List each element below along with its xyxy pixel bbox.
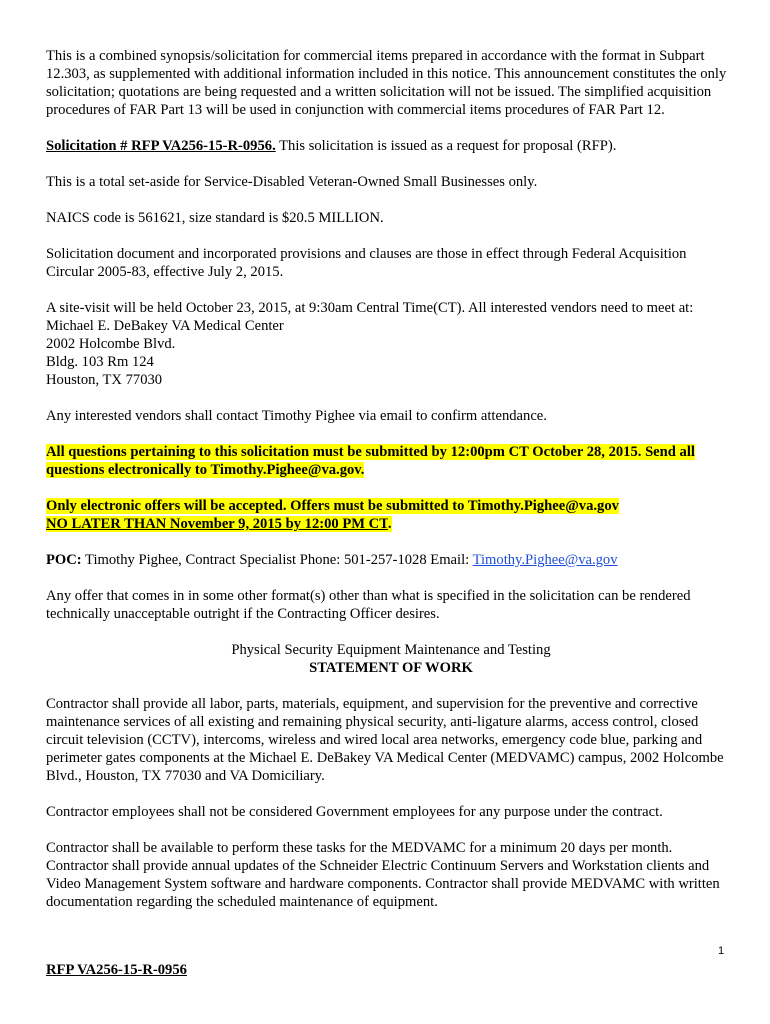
sow-subtitle: Physical Security Equipment Maintenance and Testing <box>231 642 551 658</box>
solicitation-number: Solicitation # RFP VA256-15-R-0956. <box>46 138 276 154</box>
site-visit-text: A site-visit will be held October 23, 2015, at 9:30am Central Time(CT). All interested vendors need to meet at: <box>46 300 694 316</box>
naics-paragraph: NAICS code is 561621, size standard is $20.5 MILLION. <box>46 210 384 226</box>
sow-paragraph: Contractor shall provide all labor, parts, materials, equipment, and supervision for the preventive and corrective maintenance services of all existing and remaining physical security, anti-ligature alarms, access control, closed circuit television (CCTV), intercoms, wireless and wired local area networks, emergency code blue, parking and perimeter gates components at the Michael E. DeBakey VA Medical Center (MEDVAMC) campus, 2002 Holcombe Blvd., Houston, TX 77030 and VA Domiciliary. <box>46 696 724 784</box>
sow-paragraph: Contractor employees shall not be considered Government employees for any purpose under the contract. <box>46 804 663 820</box>
offers-paragraph <box>46 497 736 533</box>
solicitation-text: This solicitation is issued as a request for proposal (RFP). <box>275 138 617 154</box>
sow-title: STATEMENT OF WORK <box>309 660 473 676</box>
poc-label: POC: <box>46 552 82 568</box>
address-line: Houston, TX 77030 <box>46 372 163 388</box>
solicitation-paragraph <box>46 137 736 155</box>
set-aside-paragraph: This is a total set-aside for Service-Disabled Veteran-Owned Small Businesses only. <box>46 174 538 190</box>
sow-paragraph: Contractor shall be available to perform these tasks for the MEDVAMC for a minimum 20 days per month. Contractor shall provide annual updates of the Schneider Electric Continuum Servers and Workstation clients and Video Management System software and hardware components. Contractor shall provide MEDVAMC with written documentation regarding the scheduled maintenance of equipment. <box>46 840 720 910</box>
far-circular-paragraph: Solicitation document and incorporated provisions and clauses are those in effect through Federal Acquisition Circular 2005-83, effective July 2, 2015. <box>46 246 687 280</box>
address-line: 2002 Holcombe Blvd. <box>46 336 176 352</box>
footer-reference: RFP VA256-15-R-0956 <box>46 962 187 978</box>
poc-paragraph <box>46 551 736 569</box>
site-visit-paragraph <box>46 299 736 389</box>
page-number: 1 <box>718 945 725 957</box>
poc-email-link[interactable]: Timothy.Pighee@va.gov <box>472 552 618 568</box>
questions-highlight: All questions pertaining to this solicitation must be submitted by 12:00pm CT October 28, 2015. Send all questions electronically to Timothy.Pighee@va.gov. <box>46 444 695 478</box>
contact-note-paragraph: Any interested vendors shall contact Timothy Pighee via email to confirm attendance. <box>46 408 547 424</box>
offers-deadline-tail: . <box>387 516 392 532</box>
document-body <box>46 47 736 929</box>
questions-paragraph <box>46 443 736 479</box>
offers-deadline: NO LATER THAN November 9, 2015 by 12:00 PM CT <box>46 516 388 532</box>
offers-line-1: Only electronic offers will be accepted. Offers must be submitted to Timothy.Pighee@va.gov <box>46 498 619 514</box>
poc-text: Timothy Pighee, Contract Specialist Phone: 501-257-1028 Email: <box>81 552 473 568</box>
format-note-paragraph: Any offer that comes in in some other format(s) other than what is specified in the solicitation can be rendered technically unacceptable outright if the Contracting Officer desires. <box>46 588 691 622</box>
address-line: Bldg. 103 Rm 124 <box>46 354 154 370</box>
address-line: Michael E. DeBakey VA Medical Center <box>46 318 284 334</box>
intro-paragraph: This is a combined synopsis/solicitation for commercial items prepared in accordance with the format in Subpart 12.303, as supplemented with additional information included in this notice. This announcement constitutes the only solicitation; quotations are being requested and a written solicitation will not be issued. The simplified acquisition procedures of FAR Part 13 will be used in conjunction with commercial items procedures of FAR Part 12. <box>46 48 727 118</box>
